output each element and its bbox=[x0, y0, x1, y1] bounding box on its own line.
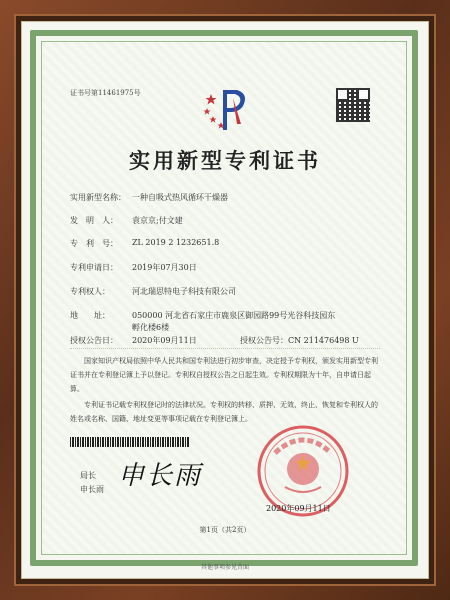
certificate-number: 证书号第11461975号 bbox=[70, 89, 141, 97]
announcement-number: 授权公告号：CN 211476498 U bbox=[240, 336, 359, 345]
field-label-application-date: 专利申请日： bbox=[70, 263, 118, 272]
field-value-address-line2: 孵化楼6楼 bbox=[132, 323, 170, 332]
field-label-patentee: 专利权人： bbox=[70, 287, 110, 296]
director-name: 申长雨 bbox=[80, 485, 104, 494]
footer-note: 其他事项参见背面 bbox=[200, 564, 249, 571]
field-value-patent-number: ZL 2019 2 1232651.8 bbox=[132, 238, 220, 247]
field-value-inventor: 袁京京;付文建 bbox=[132, 216, 183, 225]
certificate-title: 实用新型专利证书 bbox=[129, 148, 321, 173]
director-signature: 申长雨 bbox=[118, 461, 203, 491]
paragraph-grant-statement: 国家知识产权局依照中华人民共和国专利法进行初步审查，决定授予专利权，颁发实用新型专利证书并在专利登记簿上予以登记。专利权自授权公告之日起生效。专利权期限为十年，自申请日起算。 bbox=[70, 357, 378, 393]
field-label-patent-number: 专 利 号： bbox=[70, 239, 118, 248]
qr-code bbox=[336, 88, 370, 122]
field-label-utility-name: 实用新型名称： bbox=[70, 193, 126, 202]
field-label-grant-date: 授权公告日： bbox=[70, 336, 118, 345]
field-value-address: 050000 河北省石家庄市鹿泉区御园路99号光谷科技园东 bbox=[132, 311, 336, 320]
cnipa-logo-icon bbox=[197, 80, 257, 136]
page-indicator: 第1页（共2页） bbox=[199, 526, 251, 534]
field-label-address: 地 址： bbox=[70, 311, 110, 320]
barcode bbox=[70, 437, 190, 447]
field-value-utility-name: 一种自吸式热风循环干燥器 bbox=[132, 193, 228, 202]
seal-date: 2020年09月11日 bbox=[266, 504, 331, 513]
director-title: 局长 bbox=[80, 471, 96, 480]
field-value-grant-date: 2020年09月11日 bbox=[132, 336, 197, 345]
paragraph-legal-status: 专利证书记载专利权登记时的法律状况。专利权的转移、质押、无效、终止、恢复和专利权人的姓名或名称、国籍、地址变更等事项记载在专利登记簿上。 bbox=[70, 401, 378, 423]
field-label-inventor: 发 明 人： bbox=[70, 216, 118, 225]
section-divider bbox=[70, 348, 380, 349]
field-value-patentee: 河北瑞思特电子科技有限公司 bbox=[132, 287, 236, 296]
field-value-application-date: 2019年07月30日 bbox=[132, 263, 197, 272]
